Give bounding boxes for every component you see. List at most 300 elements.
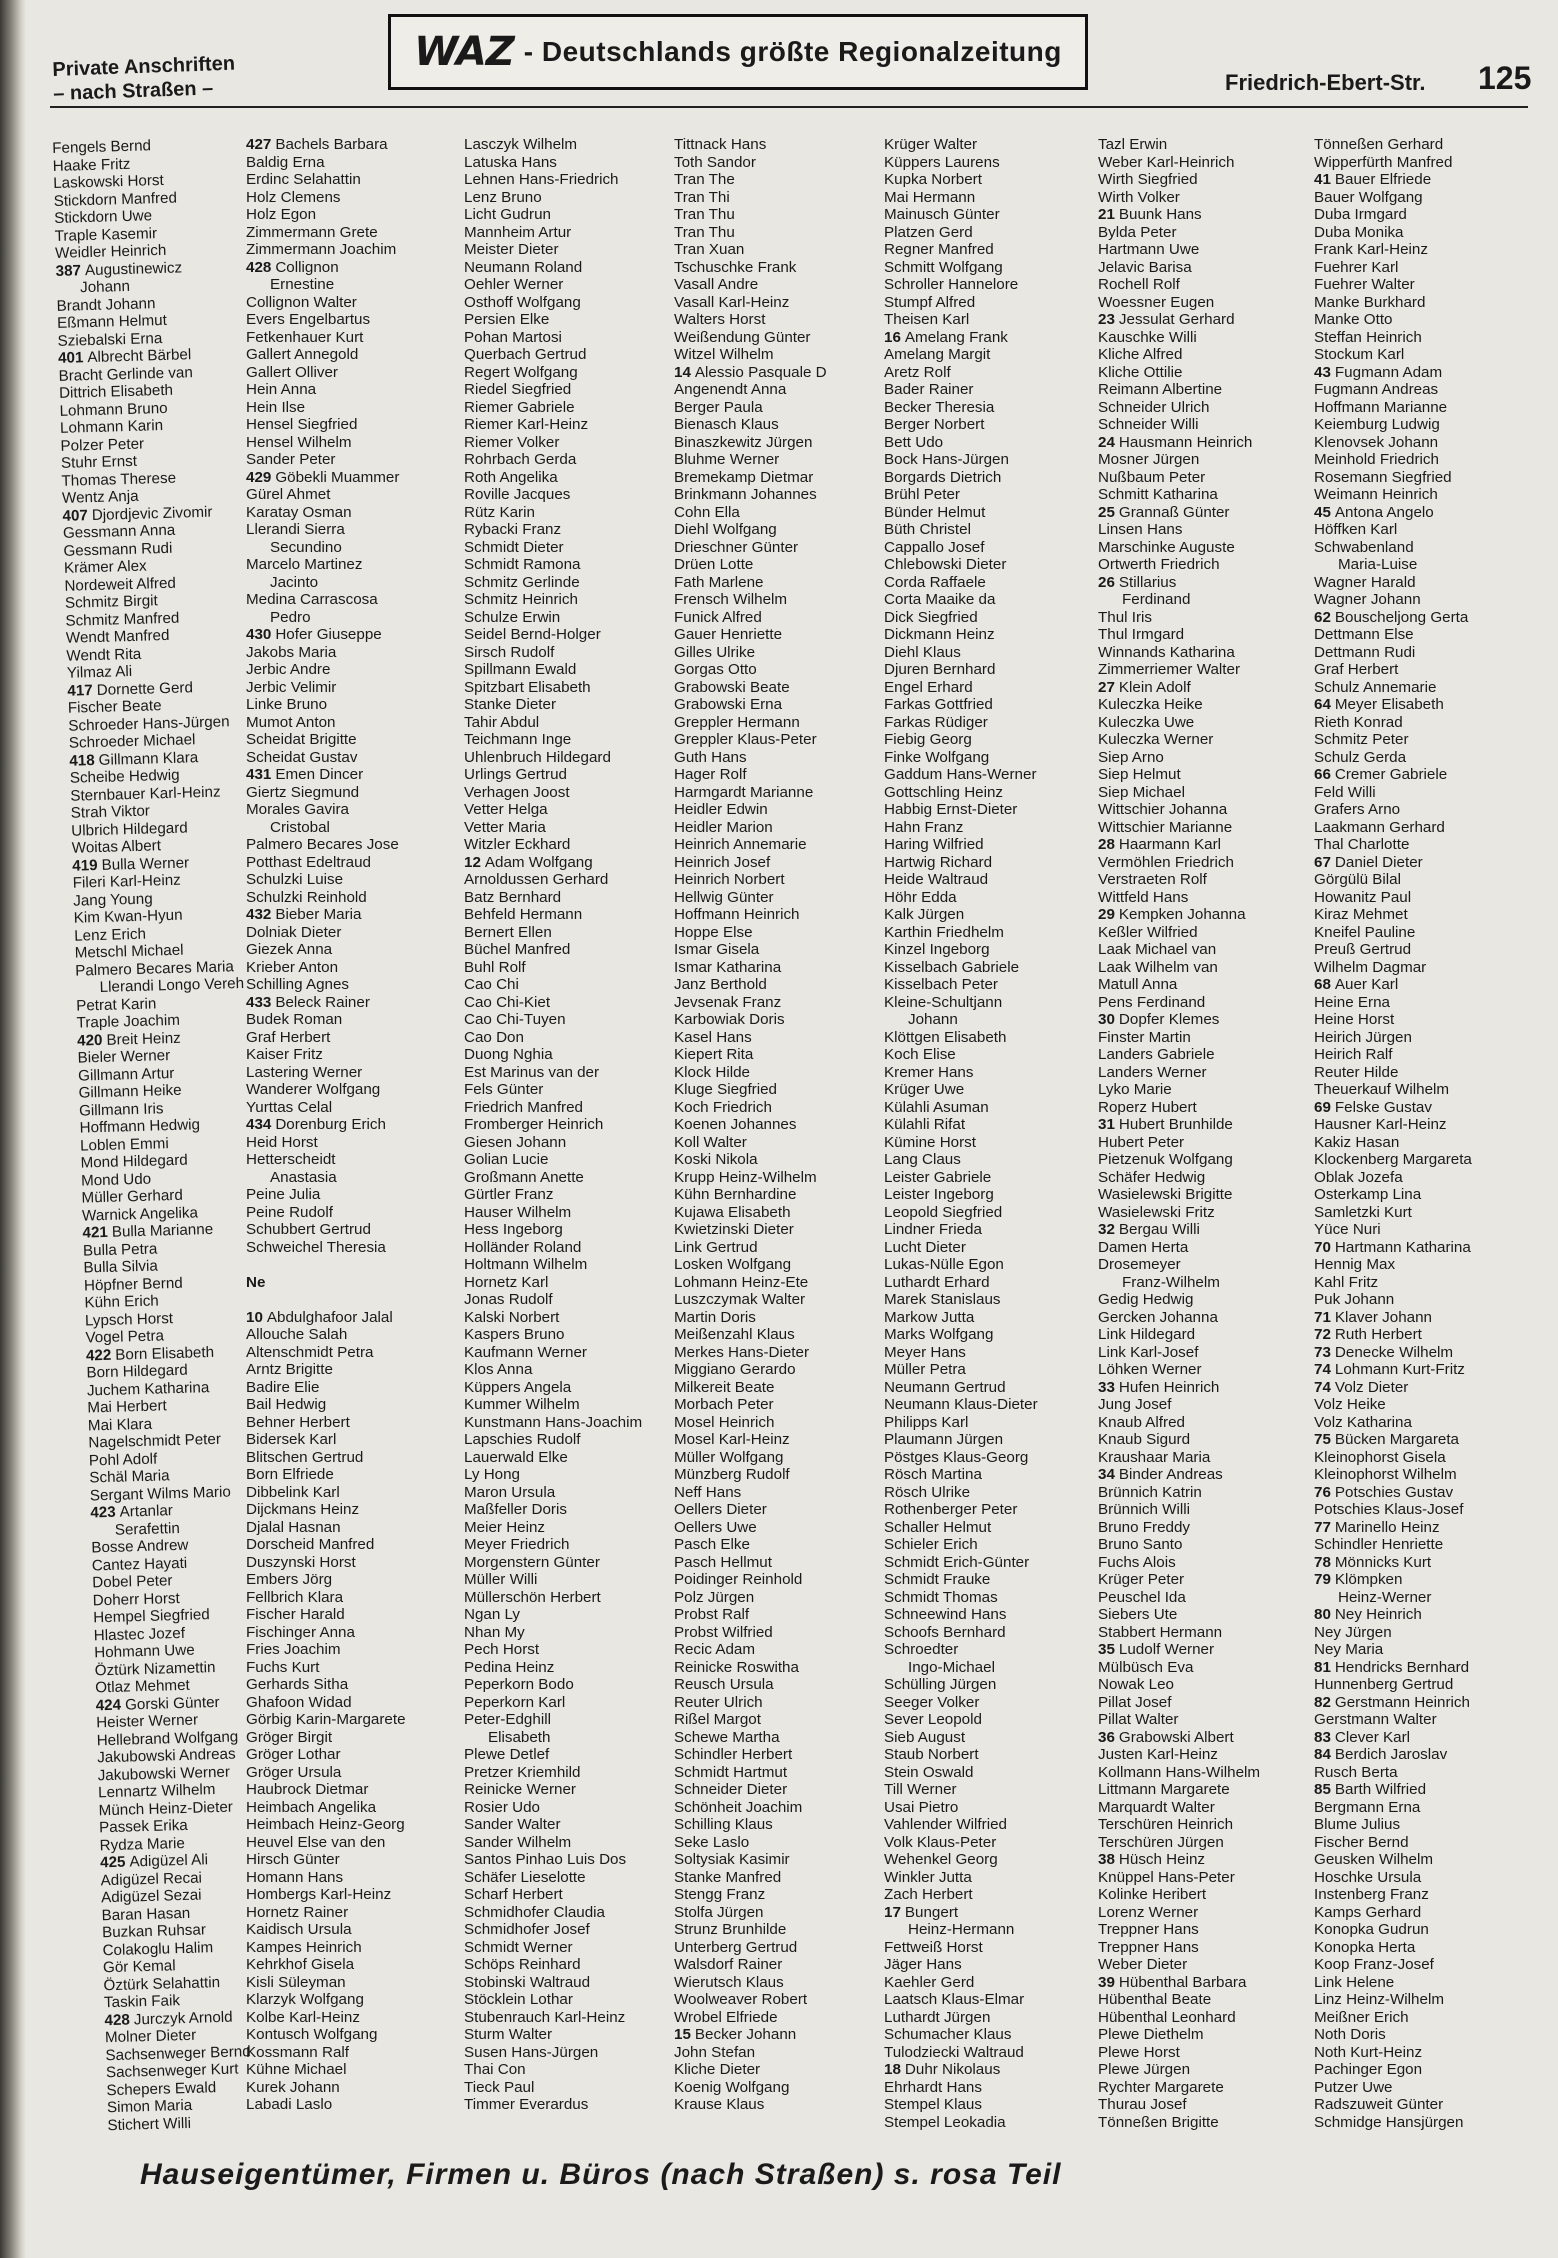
list-item-with-house-number: 425 Adigüzel Ali [99,1851,209,1872]
list-item: Kaehler Gerd [884,1973,975,1991]
list-item: Schulz Annemarie [1314,678,1437,696]
list-item: Wasielewski Fritz [1098,1203,1215,1221]
list-item: Jonas Rudolf [464,1291,553,1308]
list-item-with-house-number: 421 Bulla Marianne [82,1220,214,1242]
list-item: Tieck Paul [464,2078,535,2096]
list-item: Seidel Bernd-Holger [464,626,601,643]
list-item: Vasall Karl-Heinz [674,293,790,311]
list-item: Mosner Jürgen [1098,451,1200,468]
list-item: Petrat Karin [75,994,157,1015]
list-item: Zach Herbert [884,1886,973,1903]
list-item: Kakiz Hasan [1314,1133,1400,1151]
list-item: Lauerwald Elke [464,1448,568,1466]
list-item: Spillmann Ewald [464,661,577,678]
list-item: Chlebowski Dieter [884,556,1007,573]
list-item-with-house-number: 26 Stillarius [1098,573,1177,591]
list-item-with-house-number: 419 Bulla Werner [72,853,190,875]
list-item: Traple Kasemir [54,224,158,245]
list-item: Peperkorn Bodo [464,1676,574,1693]
listing-column-2 [246,136,456,2114]
list-item: Siep Arno [1098,748,1164,766]
list-item: Brünnich Katrin [1098,1483,1202,1501]
list-item: Sziebalski Erna [57,329,163,350]
list-item-with-house-number: 35 Ludolf Werner [1098,1641,1215,1658]
spacer [246,1256,456,1274]
list-item: Nhan My [464,1623,525,1641]
list-item: Kontusch Wolfgang [246,2026,378,2043]
list-item: Heinrich Norbert [674,871,785,888]
list-item: Kummer Wilhelm [464,1396,580,1413]
list-item-with-house-number: 77 Marinello Heinz [1314,1518,1440,1536]
list-item: Seke Laslo [674,1833,750,1851]
list-item: Reuter Ulrich [674,1693,763,1711]
list-item: Osterkamp Lina [1314,1186,1422,1203]
list-item: Schmitz Heinrich [464,591,578,608]
list-item: Jäger Hans [884,1956,962,1973]
house-number: 36 [1098,1728,1115,1746]
list-item: Fugmann Andreas [1314,381,1439,398]
list-item: Fels Günter [464,1081,544,1098]
list-item-with-house-number: 66 Cremer Gabriele [1314,766,1448,783]
list-item: Rusch Berta [1314,1763,1398,1781]
list-item: Bremekamp Dietmar [674,468,814,486]
list-item: Bünder Helmut [884,503,986,521]
list-item: Vasall Andre [674,276,759,293]
list-item: Kwietzinski Dieter [674,1221,794,1238]
list-item: Neff Hans [674,1483,742,1501]
list-item: Hetterscheidt [246,1151,336,1168]
list-item: Grabowski Beate [674,678,790,696]
list-item: Plewe Horst [1098,2043,1180,2061]
list-item: Hensel Wilhelm [246,433,352,451]
list-item: Oehler Werner [464,276,564,293]
house-number: 27 [1098,678,1115,696]
list-item: Holz Egon [246,206,317,223]
list-item: Lukas-Nülle Egon [884,1256,1004,1273]
list-item-with-house-number: 27 Klein Adolf [1098,678,1191,696]
list-item: Altenschmidt Petra [246,1343,374,1361]
list-item: Rösch Ulrike [884,1483,971,1501]
list-item: Finster Martin [1098,1028,1191,1046]
list-item-with-house-number: 39 Hübenthal Barbara [1098,1973,1247,1991]
list-item: Sander Wilhelm [464,1833,572,1851]
list-item: Plewe Diethelm [1098,2026,1204,2043]
list-item: Tran Thu [674,223,735,241]
list-item-with-house-number: 32 Bergau Willi [1098,1221,1200,1238]
list-item-continuation: Llerandi Longo Vereh [99,974,245,996]
list-item: Schmitz Peter [1314,731,1409,748]
list-item: Wipperfürth Manfred [1314,153,1453,171]
list-item: Weidler Heinrich [54,241,167,262]
list-item: Susen Hans-Jürgen [464,2043,599,2061]
list-item: Tönneßen Gerhard [1314,136,1444,153]
list-item: Homann Hans [246,1868,344,1886]
list-item-with-house-number: 24 Hausmann Heinrich [1098,433,1253,451]
list-item: Volz Katharina [1314,1413,1412,1431]
list-item-with-house-number: 76 Potschies Gustav [1314,1483,1454,1501]
list-item: Batz Bernhard [464,888,562,906]
list-item: Tönneßen Brigitte [1098,2113,1219,2131]
list-item: Schaller Helmut [884,1518,992,1536]
list-item: Kliche Dieter [674,2061,761,2078]
list-item: Zimmermann Joachim [246,241,397,258]
list-item: Schmidt Erich-Günter [884,1553,1030,1571]
list-item: Sachsenweger Bernd [105,2042,251,2064]
list-item: Oblak Jozefa [1314,1168,1403,1186]
house-number: 84 [1314,1746,1331,1763]
list-item: Kauschke Willi [1098,328,1197,346]
list-item: Marschinke Auguste [1098,538,1235,556]
list-item: Gürel Ahmet [246,486,331,503]
list-item: Fischer Harald [246,1606,345,1623]
list-item: Greppler Hermann [674,713,800,731]
list-item: Schumacher Klaus [884,2026,1012,2043]
list-item: Woessner Eugen [1098,293,1215,311]
list-item: Terschüren Heinrich [1098,1816,1234,1833]
list-item: Mainusch Günter [884,206,1000,223]
list-item-with-house-number: 16 Amelang Frank [884,328,1008,346]
house-number: 17 [884,1903,901,1921]
list-item: Linz Heinz-Wilhelm [1314,1991,1444,2008]
list-item: Schieler Erich [884,1536,978,1553]
list-item: Otlaz Mehmet [94,1676,190,1697]
list-item: Kuleczka Uwe [1098,713,1195,731]
list-item: Embers Jörg [246,1571,333,1588]
list-item: Kehrkhof Gisela [246,1956,355,1973]
list-item: Fischer Bernd [1314,1833,1409,1851]
list-item: Wentz Anja [61,487,139,507]
list-item: Schmidt Werner [464,1938,573,1956]
list-item: Stanke Dieter [464,696,557,713]
list-item: Link Karl-Josef [1098,1343,1199,1361]
list-item: Allouche Salah [246,1326,348,1343]
list-item: Miggiano Gerardo [674,1361,796,1378]
list-item: Link Helene [1314,1973,1395,1991]
list-item: Sergant Wilms Mario [89,1483,231,1504]
list-item: Landers Werner [1098,1063,1207,1081]
list-item: Fengels Bernd [52,137,152,157]
list-item: Pohan Martosi [464,328,562,346]
list-item: Rütz Karin [464,503,535,521]
list-item: Staub Norbert [884,1746,979,1763]
list-item: Rosier Udo [464,1798,540,1816]
house-number: 69 [1314,1098,1331,1116]
list-item: Rösch Martina [884,1466,982,1483]
list-item: Lucht Dieter [884,1238,966,1256]
list-item: Dorscheid Manfred [246,1536,375,1553]
list-item: Kolbe Karl-Heinz [246,2008,360,2026]
list-item: Lang Claus [884,1151,961,1168]
list-item: Farkas Gottfried [884,696,993,713]
list-item: Medina Carrascosa [246,591,378,608]
list-item: Corta Maaike da [884,591,996,608]
house-number: 35 [1098,1641,1115,1658]
list-item-with-house-number: 418 Gillmann Klara [69,748,199,770]
list-item: Cappallo Josef [884,538,985,556]
list-item: Schmitz Birgit [64,592,158,612]
list-item: Mosel Heinrich [674,1413,775,1431]
list-item: Sirsch Rudolf [464,643,555,661]
list-item: Bulla Petra [82,1239,158,1260]
list-item: Schneider Willi [1098,416,1199,433]
list-item: Pens Ferdinand [1098,993,1206,1011]
house-number: 82 [1314,1693,1331,1711]
list-item: Palmero Becares Jose [246,836,399,853]
list-item: Morales Gavira [246,801,349,818]
list-item: Peuschel Ida [1098,1588,1186,1606]
house-number: 71 [1314,1308,1331,1326]
list-item: Fries Joachim [246,1641,341,1658]
list-item: Pech Horst [464,1641,540,1658]
list-item: Tazl Erwin [1098,136,1168,153]
list-item: Kluge Siegfried [674,1081,778,1098]
list-item-with-house-number: 62 Bouscheljong Gerta [1314,608,1469,626]
list-item-with-house-number: 80 Ney Heinrich [1314,1606,1422,1623]
house-number: 38 [1098,1851,1115,1868]
house-number: 80 [1314,1606,1331,1623]
list-item: Lehnen Hans-Friedrich [464,171,619,188]
list-item: Külahli Asuman [884,1098,989,1116]
house-number: 74 [1314,1378,1331,1396]
list-item: Hauser Wilhelm [464,1203,572,1221]
list-item: Kurek Johann [246,2078,340,2096]
list-item: Mannheim Artur [464,223,572,241]
list-item: Doherr Horst [92,1589,180,1609]
list-item: Riemer Volker [464,433,560,451]
list-item: Büchel Manfred [464,941,571,958]
list-item: Fuehrer Karl [1314,258,1399,276]
list-item: Krüger Peter [1098,1571,1185,1588]
house-number: 422 [85,1346,112,1365]
list-item: Kleinophorst Wilhelm [1314,1466,1457,1483]
list-item: Karthin Friedhelm [884,923,1004,941]
list-item: Llerandi Sierra [246,521,345,538]
list-item: Lyko Marie [1098,1081,1172,1098]
list-item: Jerbic Andre [246,661,331,678]
list-item: Molner Dieter [104,2026,197,2047]
house-number: 431 [246,766,272,783]
list-item: Öztürk Selahattin [103,1973,221,1994]
list-item: Cao Don [464,1028,524,1046]
list-item: Pasch Hellmut [674,1553,772,1571]
house-number: 74 [1314,1361,1331,1378]
list-item: Wehenkel Georg [884,1851,998,1868]
house-number: 30 [1098,1011,1115,1028]
house-number: 18 [884,2061,901,2078]
house-number: 434 [246,1116,272,1133]
list-item-with-house-number: 64 Meyer Elisabeth [1314,696,1444,713]
list-item: Juchem Katharina [86,1378,210,1400]
list-item: Meißner Erich [1314,2008,1409,2026]
house-number: 387 [55,261,82,280]
section-heading [52,52,236,106]
list-item: Stockum Karl [1314,346,1405,363]
list-item: Müller Wolfgang [674,1448,784,1466]
list-item: Knaub Alfred [1098,1413,1185,1431]
list-item: Münch Heinz-Dieter [98,1798,234,1819]
list-item: Heinrich Josef [674,853,771,871]
list-item: Kühn Erich [84,1292,159,1312]
list-item: Hein Anna [246,381,317,398]
list-item: Behfeld Hermann [464,906,583,923]
list-item: Holtmann Wilhelm [464,1256,588,1273]
list-item: Erdinc Selahattin [246,171,361,188]
list-item: Gerhards Sitha [246,1676,349,1693]
list-item-continuation: Secundino [270,538,342,556]
list-item: Münzberg Rudolf [674,1466,790,1483]
list-item-with-house-number: 427 Bachels Barbara [246,136,388,153]
list-item: Gessmann Anna [62,521,176,542]
list-item: John Stefan [674,2043,756,2061]
list-item: Bracht Gerlinde van [58,363,194,385]
list-item: Pohl Adolf [88,1450,158,1469]
list-item: Peter-Edghill [464,1711,551,1728]
list-item: Heister Werner [95,1711,199,1732]
house-number: 417 [67,681,93,700]
house-number: 73 [1314,1343,1331,1361]
list-item: Morgenstern Günter [464,1553,600,1571]
list-item: Lypsch Horst [84,1309,174,1330]
list-item: Heid Horst [246,1133,318,1151]
list-item: Cao Chi [464,976,519,993]
list-item: Krupp Heinz-Wilhelm [674,1168,817,1186]
list-item: Ulbrich Hildegard [71,818,188,840]
list-item: Angenendt Anna [674,381,787,398]
list-item: Blume Julius [1314,1816,1401,1833]
list-item-with-house-number: 431 Emen Dincer [246,766,364,783]
list-item: Fischinger Anna [246,1623,355,1641]
list-item: Kampes Heinrich [246,1938,362,1956]
list-item: Berger Norbert [884,416,985,433]
list-item: Regner Manfred [884,241,994,258]
list-item-with-house-number: 85 Barth Wilfried [1314,1781,1427,1798]
list-item: Hensel Siegfried [246,416,358,433]
list-item-with-house-number: 68 Auer Karl [1314,976,1399,993]
list-item: Heidler Marion [674,818,773,836]
list-item: Höhr Edda [884,888,957,906]
list-item: Kneifel Pauline [1314,923,1416,941]
house-number: 23 [1098,311,1115,328]
list-item: Görgülü Bilal [1314,871,1401,888]
list-item: Hellwig Günter [674,888,774,906]
list-item: Sieb August [884,1728,966,1746]
list-item: Bosse Andrew [91,1536,189,1557]
list-item-continuation: Anastasia [270,1168,337,1186]
list-item: Heimbach Heinz-Georg [246,1816,405,1833]
list-item: Hempel Siegfried [93,1606,210,1627]
list-item: Collignon Walter [246,293,357,311]
list-item: Stuhr Ernst [60,452,138,472]
list-item: Pöstges Klaus-Georg [884,1448,1029,1466]
list-item: Heirich Ralf [1314,1046,1393,1063]
list-item-with-house-number: 25 Grannaß Günter [1098,503,1230,521]
house-number: 432 [246,906,272,923]
list-item: Mülbüsch Eva [1098,1658,1194,1676]
list-item: Klarzyk Wolfgang [246,1991,364,2008]
list-item: Maron Ursula [464,1483,556,1501]
list-item: Bruno Santo [1098,1536,1183,1553]
house-number: 420 [76,1031,103,1050]
list-item: Radszuweit Günter [1314,2096,1444,2113]
list-item: Schmitz Gerlinde [464,573,580,591]
list-item: Lenz Erich [73,925,147,945]
list-item: Bail Hedwig [246,1396,327,1413]
list-item: Poidinger Reinhold [674,1571,803,1588]
list-item: Schmitz Manfred [65,609,180,630]
house-number: 75 [1314,1431,1331,1448]
list-item-continuation: Maria-Luise [1338,556,1418,573]
list-item: Hornetz Karl [464,1273,549,1291]
list-item: Koenen Johannes [674,1116,797,1133]
list-item: Jerbic Velimir [246,678,337,696]
list-item: Gallert Olliver [246,363,338,381]
list-item: Gercken Johanna [1098,1308,1218,1326]
list-item: Fromberger Heinrich [464,1116,604,1133]
house-number: 424 [95,1696,122,1714]
list-item: Seeger Volker [884,1693,980,1711]
list-item: Kümine Horst [884,1133,977,1151]
list-item: Schäfer Hedwig [1098,1168,1206,1186]
list-item: Gröger Ursula [246,1763,342,1781]
list-item: Laak Wilhelm van [1098,958,1218,976]
list-item: Pedina Heinz [464,1658,555,1676]
list-item: Nordeweit Alfred [64,574,177,595]
book-spine-shadow [0,0,26,2258]
list-item: Sander Walter [464,1816,561,1833]
listing-column-4 [674,136,884,2114]
list-item: Heinrich Annemarie [674,836,807,853]
list-item: Siep Helmut [1098,766,1181,783]
list-item: Warnick Angelika [81,1203,199,1225]
list-item: Gör Kemal [102,1957,176,1977]
list-item: Krieber Anton [246,958,339,976]
list-item: Strah Viktor [70,802,151,822]
list-item: Bauer Wolfgang [1314,188,1423,206]
list-item: Bienasch Klaus [674,416,779,433]
list-item: Duba Irmgard [1314,206,1407,223]
list-item: Janz Berthold [674,976,767,993]
list-item-with-house-number: 31 Hubert Brunhilde [1098,1116,1233,1133]
list-item: Pasch Elke [674,1536,750,1553]
list-item-with-house-number: 387 Augustinewicz [55,258,183,280]
list-item: Heide Waltraud [884,871,989,888]
list-item: Pillat Josef [1098,1693,1172,1711]
list-item: Kaufmann Werner [464,1343,587,1361]
list-item-with-house-number: 79 Klömpken [1314,1571,1403,1588]
list-item: Kisselbach Peter [884,976,998,993]
list-item: Markow Jutta [884,1308,975,1326]
list-item: Leister Gabriele [884,1168,992,1186]
list-item: Osthoff Wolfgang [464,293,581,311]
list-item: Schroeder Michael [68,731,196,752]
list-item: Öztürk Nizamettin [94,1658,216,1679]
list-item: Jung Josef [1098,1396,1172,1413]
list-item: Binaszkewitz Jürgen [674,433,813,451]
list-item-with-house-number: 67 Daniel Dieter [1314,853,1423,871]
house-number: 34 [1098,1466,1115,1483]
list-item: Hellebrand Wolfgang [96,1727,239,1749]
list-item: Mond Udo [80,1170,152,1190]
list-item: Fuchs Alois [1098,1553,1176,1571]
list-item: Tran Xuan [674,241,745,258]
list-item: Lindner Frieda [884,1221,982,1238]
list-item: Bylda Peter [1098,223,1177,241]
list-item: Ly Hong [464,1466,521,1483]
list-item: Instenberg Franz [1314,1886,1429,1903]
list-item-with-house-number: 72 Ruth Herbert [1314,1326,1422,1343]
list-item: Schmidhofer Josef [464,1921,590,1938]
list-item: Adigüzel Sezai [100,1886,202,1907]
